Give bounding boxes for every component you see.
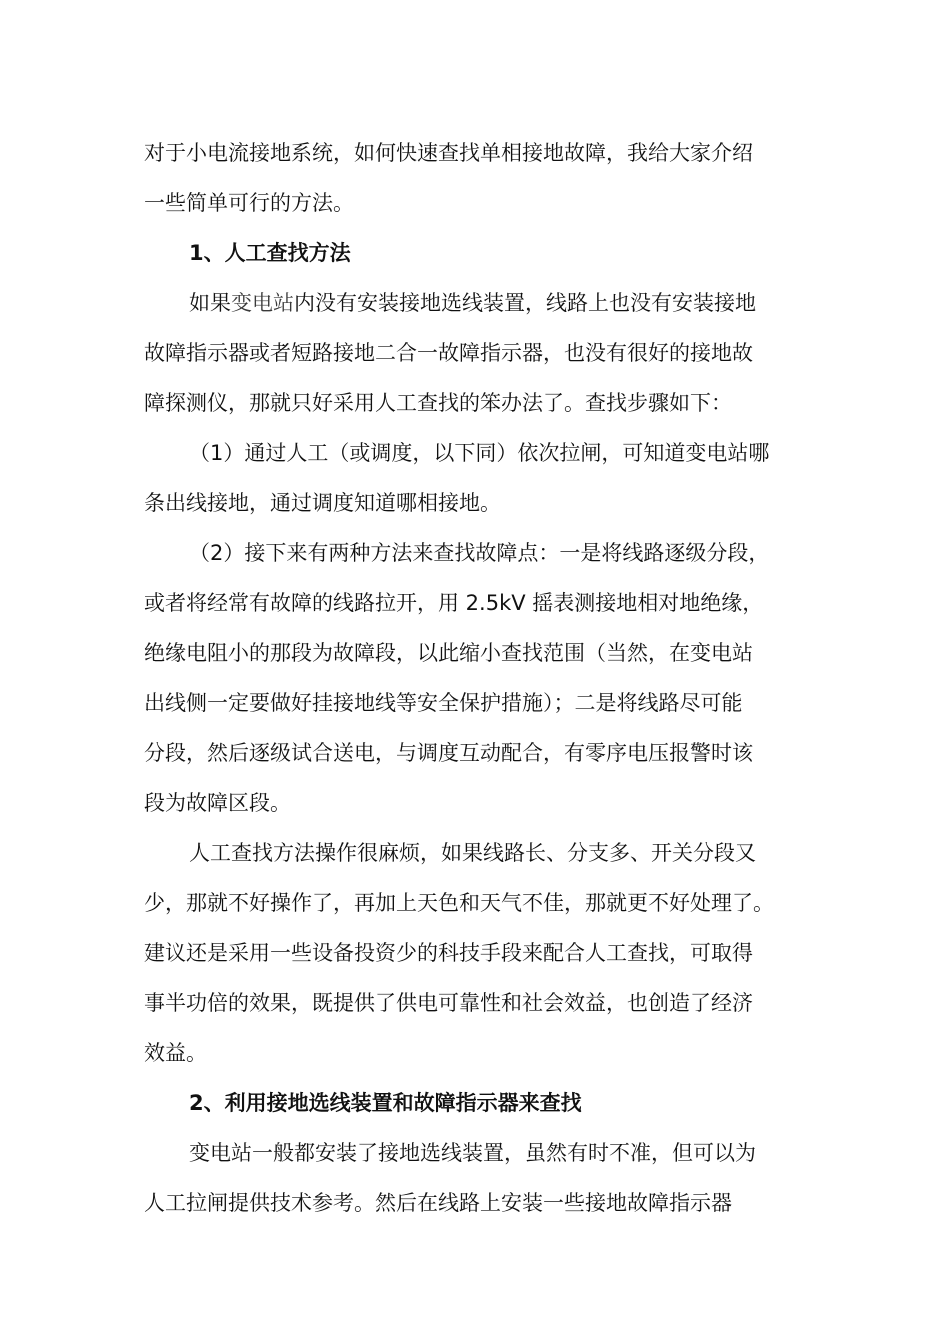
text-span: 如果: [189, 291, 231, 315]
text-line: 对于小电流接地系统，如何快速查找单相接地故障，我给大家介绍: [144, 141, 753, 165]
text-line: 段为故障区段。: [144, 791, 291, 815]
text-line: 条出线接地，通过调度知道哪相接地。: [144, 491, 501, 515]
text-line: 人工拉闸提供技术参考。然后在线路上安装一些接地故障指示器: [144, 1191, 732, 1215]
text-line: 变电站一般都安装了接地选线装置，虽然有时不准，但可以为: [189, 1141, 756, 1165]
text-line: 效益。: [144, 1041, 207, 1065]
term-substation: 变电站: [231, 291, 294, 315]
text-line: 绝缘电阻小的那段为故障段，以此缩小查找范围（当然，在变电站: [144, 641, 753, 665]
document-page: [144, 128, 809, 1228]
section-heading-1: 1、人工查找方法: [189, 241, 351, 265]
text-line: 分段，然后逐级试合送电，与调度互动配合，有零序电压报警时该: [144, 741, 753, 765]
text-line: 障探测仪，那就只好采用人工查找的笨办法了。查找步骤如下：: [144, 391, 732, 415]
text-line: 或者将经常有故障的线路拉开，用 2.5kV 摇表测接地相对地绝缘，: [144, 591, 764, 615]
section-heading-2: 2、利用接地选线装置和故障指示器来查找: [189, 1091, 582, 1115]
text-line: 少，那就不好操作了，再加上天色和天气不佳，那就更不好处理了。: [144, 891, 774, 915]
text-line: 人工查找方法操作很麻烦，如果线路长、分支多、开关分段又: [189, 841, 756, 865]
text-line: 建议还是采用一些设备投资少的科技手段来配合人工查找，可取得: [144, 941, 753, 965]
text-line: 故障指示器或者短路接地二合一故障指示器，也没有很好的接地故: [144, 341, 753, 365]
text-line: 事半功倍的效果，既提供了供电可靠性和社会效益，也创造了经济: [144, 991, 753, 1015]
text-line: （2）接下来有两种方法来查找故障点：一是将线路逐级分段，: [189, 541, 770, 565]
text-line: [144, 278, 809, 328]
text-span: 内没有安装接地选线装置，线路上也没有安装接地: [294, 291, 756, 315]
text-line: 一些简单可行的方法。: [144, 191, 354, 215]
text-line: 出线侧一定要做好挂接地线等安全保护措施）；二是将线路尽可能: [144, 691, 743, 715]
text-line: （1）通过人工（或调度，以下同）依次拉闸，可知道变电站哪: [189, 441, 770, 465]
